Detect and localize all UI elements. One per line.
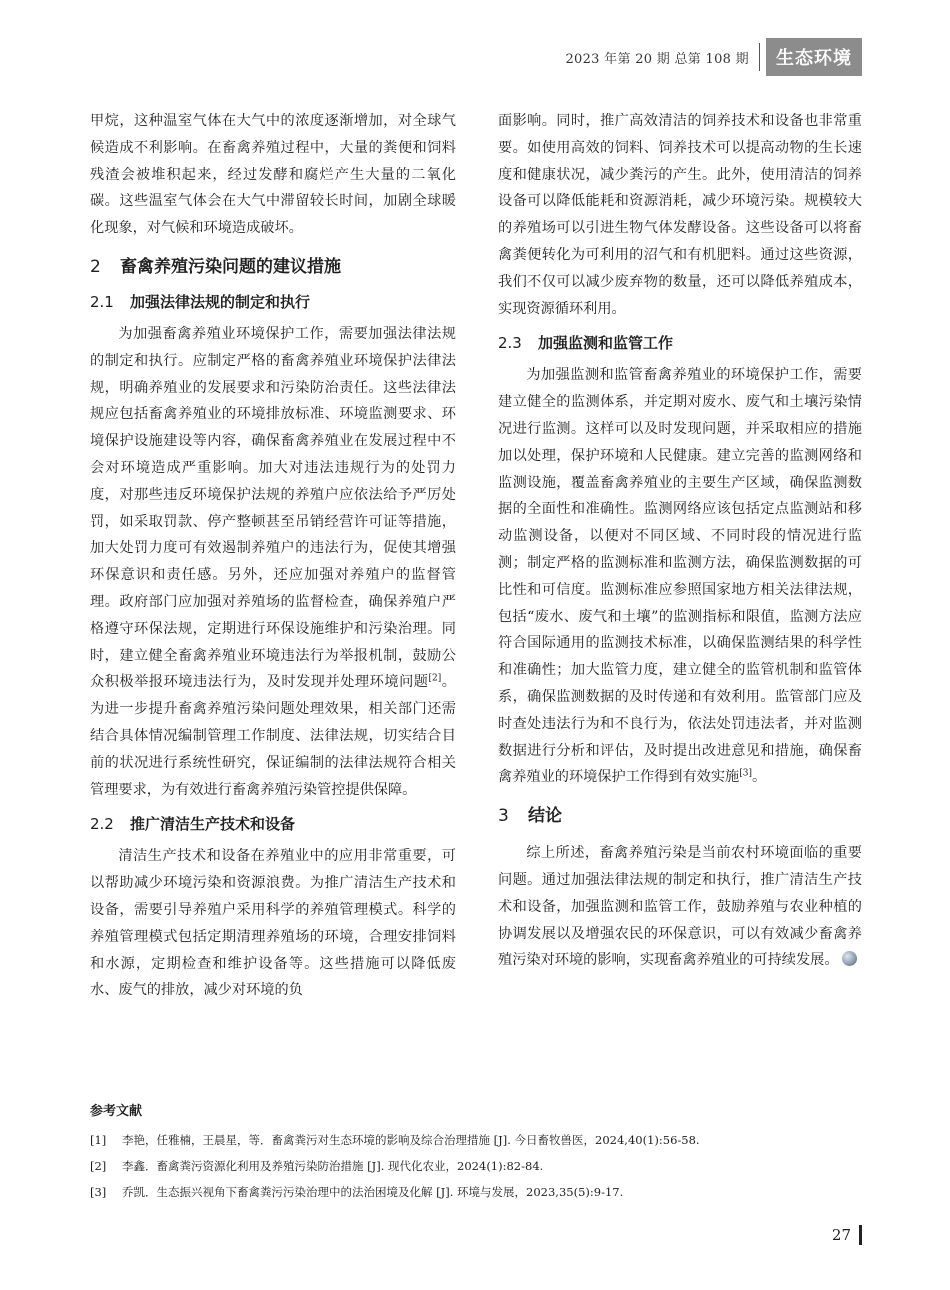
paragraph-2-1: [90, 321, 456, 803]
heading-number: 2.1: [90, 292, 114, 311]
page-number-text: 27: [831, 1226, 851, 1244]
heading-number: 2: [90, 256, 101, 277]
issue-info: 2023 年第 20 期 总第 108 期: [565, 51, 749, 67]
citation-2[interactable]: [2]: [428, 673, 442, 684]
right-column: [498, 108, 862, 974]
reference-text: 乔凯．生态振兴视角下畜禽粪污污染治理中的法治困境及化解 [J]. 环境与发展，2023,35(5):9-17.: [122, 1185, 624, 1199]
heading-number: 2.3: [498, 334, 522, 353]
heading-text: 推广清洁生产技术和设备: [130, 815, 296, 834]
page-number: [832, 1225, 862, 1245]
page-header: [565, 40, 862, 74]
citation-3[interactable]: [3]: [739, 768, 752, 779]
heading-section-2-2: [90, 813, 456, 835]
globe-end-icon: [842, 951, 857, 966]
heading-section-3: [498, 804, 862, 828]
reference-item: [90, 1179, 862, 1205]
reference-text: 李艳，任雅楠，王晨星，等．畜禽粪污对生态环境的影响及综合治理措施 [J]. 今日畜牧兽医，2024,40(1):56-58.: [122, 1133, 700, 1147]
paragraph-text: 为加强畜禽养殖业环境保护工作，需要加强法律法规的制定和执行。应制定严格的畜禽养殖业环境保护法律法规，明确养殖业的发展要求和污染防治责任。这些法律法规应包括畜禽养殖业的环境排放标准、环境监测要求、环境保护设施建设等内容，确保畜禽养殖业在发展过程中不会对环境造成严重影响。加大对违法违规行为的处罚力度，对那些违反环境保护法规的养殖户应依法给予严厉处罚，如采取罚款、停产整顿甚至吊销经营许可证等措施，加大处罚力度可有效遏制养殖户的违法行为，促使其增强环保意识和责任感。另外，还应加强对养殖户的监督管理。政府部门应加强对养殖场的监督检查，确保养殖户严格遵守环保法规，定期进行环保设施维护和污染治理。同时，建立健全畜禽养殖业环境违法行为举报机制，鼓励公众积极举报环境违法行为，及时发现并处理环境问题: [90, 325, 456, 691]
paragraph-text: 为加强监测和监管畜禽养殖业的环境保护工作，需要建立健全的监测体系，并定期对废水、废气和土壤污染情况进行监测。这样可以及时发现问题，并采取相应的措施加以处理，保护环境和人民健康。建立完善的监测网络和监测设施，覆盖畜禽养殖业的主要生产区域，确保监测数据的全面性和准确性。监测网络应该包括定点监测站和移动监测设备，以便对不同区域、不同时段的情况进行监测；制定严格的监测标准和监测方法，确保监测数据的可比性和可信度。监测标准应参照国家地方相关法律法规，包括“废水、废气和土壤”的监测指标和限值，监测方法应符合国际通用的监测技术标准，以确保监测结果的科学性和准确性；加大监管力度，建立健全的监管机制和监管体系，确保监测数据的及时传递和有效利用。监管部门应及时查处违法行为和不良行为，依法处罚违法者，并对监测数据进行分析和评估，及时提出改进意见和措施，确保畜禽养殖业的环境保护工作得到有效实施: [498, 367, 862, 786]
header-divider: [759, 43, 760, 71]
heading-section-2: [90, 255, 456, 279]
reference-item: [90, 1127, 862, 1153]
heading-number: 3: [498, 806, 509, 827]
paragraph-conclusion: [498, 840, 862, 974]
heading-text: 结论: [528, 806, 562, 827]
paragraph-continued: 面影响。同时，推广高效清洁的饲养技术和设备也非常重要。如使用高效的饲料、饲养技术可以提高动物的生长速度和健康状况，减少粪污的产生。此外，使用清洁的饲养设备可以降低能耗和资源消耗，减少环境污染。规模较大的养殖场可以引进生物气体发酵设备。这些设备可以将畜禽粪便转化为可利用的沼气和有机肥料。通过这些资源，我们不仅可以减少废弃物的数量，还可以降低养殖成本，实现资源循环利用。: [498, 113, 862, 317]
heading-text: 畜禽养殖污染问题的建议措施: [120, 256, 341, 277]
references-title: 参考文献: [90, 1104, 143, 1119]
heading-number: 2.2: [90, 815, 114, 834]
heading-text: 加强监测和监管工作: [538, 334, 674, 353]
reference-text: 李鑫．畜禽粪污资源化利用及养殖污染防治措施 [J]. 现代化农业，2024(1):82-84.: [122, 1159, 544, 1173]
paragraph-text: 综上所述，畜禽养殖污染是当前农村环境面临的重要问题。通过加强法律法规的制定和执行，推广清洁生产技术和设备，加强监测和监管工作，鼓励养殖与农业种植的协调发展以及增强农民的环保意识，可以有效减少畜禽养殖污染对环境的影响，实现畜禽养殖业的可持续发展。: [498, 845, 862, 969]
paragraph-text: 。: [751, 769, 767, 786]
reference-number: [1]: [90, 1133, 107, 1147]
heading-section-2-3: [498, 332, 862, 354]
reference-number: [3]: [90, 1185, 107, 1199]
heading-section-2-1: [90, 291, 456, 313]
section-label: 生态环境: [766, 38, 862, 76]
reference-item: [90, 1153, 862, 1179]
paragraph-2-3: [498, 362, 862, 791]
reference-number: [2]: [90, 1159, 107, 1173]
page-number-bar: [859, 1225, 862, 1245]
heading-text: 加强法律法规的制定和执行: [130, 292, 311, 311]
paragraph-text: 。为进一步提升畜禽养殖污染问题处理效果，相关部门还需结合具体情况编制管理工作制度、法律法规，切实结合目前的状况进行系统性研究，保证编制的法律法规符合相关管理要求，为有效进行畜禽养殖污染管控提供保障。: [90, 674, 456, 798]
references: [90, 1100, 862, 1205]
paragraph-2-2: 清洁生产技术和设备在养殖业中的应用非常重要，可以帮助减少环境污染和资源浪费。为推广清洁生产技术和设备，需要引导养殖户采用科学的养殖管理模式。科学的养殖管理模式包括定期清理养殖场的环境，合理安排饲料和水源，定期检查和维护设备等。这些措施可以降低废水、废气的排放，减少对环境的负: [90, 848, 456, 999]
paragraph-intro: 甲烷，这种温室气体在大气中的浓度逐渐增加，对全球气候造成不利影响。在畜禽养殖过程中，大量的粪便和饲料残渣会被堆积起来，经过发酵和腐烂产生大量的二氧化碳。这些温室气体会在大气中滞留较长时间，加剧全球暖化现象，对气候和环境造成破坏。: [90, 113, 456, 237]
left-column: [90, 108, 456, 1004]
